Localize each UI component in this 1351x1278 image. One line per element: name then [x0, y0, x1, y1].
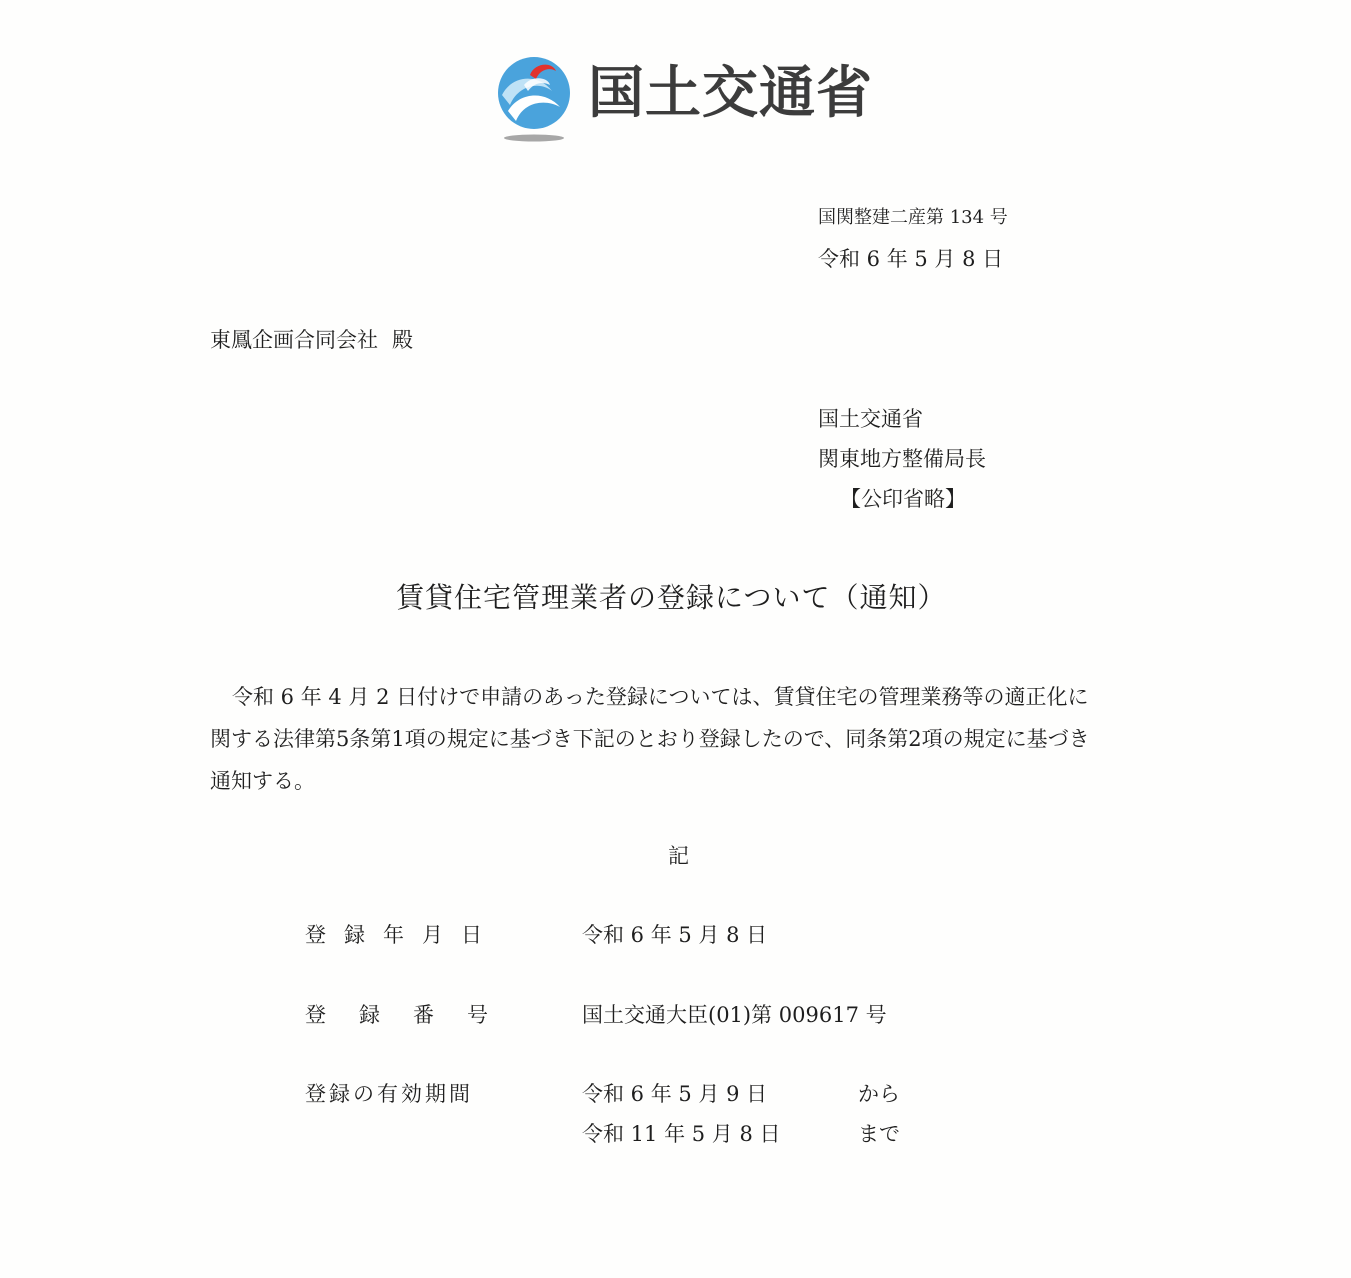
sender-organization: 国土交通省: [818, 407, 923, 431]
document-number: 国関整建二産第 134 号: [818, 207, 1008, 228]
body-line-3: 通知する。: [210, 769, 315, 793]
validity-period-label: 登録の有効期間: [305, 1082, 473, 1106]
document-date: 令和 6 年 5 月 8 日: [818, 247, 1004, 271]
ki-heading: 記: [668, 844, 689, 868]
sender-title: 関東地方整備局長: [818, 447, 986, 471]
body-paragraph: [210, 676, 1170, 802]
body-line-1: 令和 6 年 4 月 2 日付けで申請のあった登録については、賃貸住宅の管理業務等の適正化に: [232, 685, 1089, 709]
recipient-block: [210, 326, 413, 354]
registration-number-label: 登録番号: [305, 1003, 521, 1027]
registration-date-value: 令和 6 年 5 月 8 日: [582, 923, 768, 947]
ministry-logo-icon: [494, 55, 574, 143]
registration-date-label: 登録年月日: [305, 923, 500, 947]
seal-omitted-note: 【公印省略】: [840, 487, 966, 511]
recipient-honorific: 殿: [392, 328, 413, 352]
validity-from-suffix: から: [858, 1082, 900, 1106]
ministry-logo-text: 国土交通省: [588, 61, 873, 126]
body-line-2: 関する法律第5条第1項の規定に基づき下記のとおり登録したので、同条第2項の規定に基づき: [210, 727, 1090, 751]
document-title: 賃貸住宅管理業者の登録について（通知）: [396, 581, 947, 614]
validity-from-date: 令和 6 年 5 月 9 日: [582, 1082, 768, 1106]
validity-to-suffix: まで: [858, 1122, 900, 1146]
validity-to-date: 令和 11 年 5 月 8 日: [582, 1122, 781, 1146]
recipient-name: 東鳳企画合同会社: [210, 328, 378, 352]
registration-number-value: 国土交通大臣(01)第 009617 号: [582, 1003, 887, 1027]
